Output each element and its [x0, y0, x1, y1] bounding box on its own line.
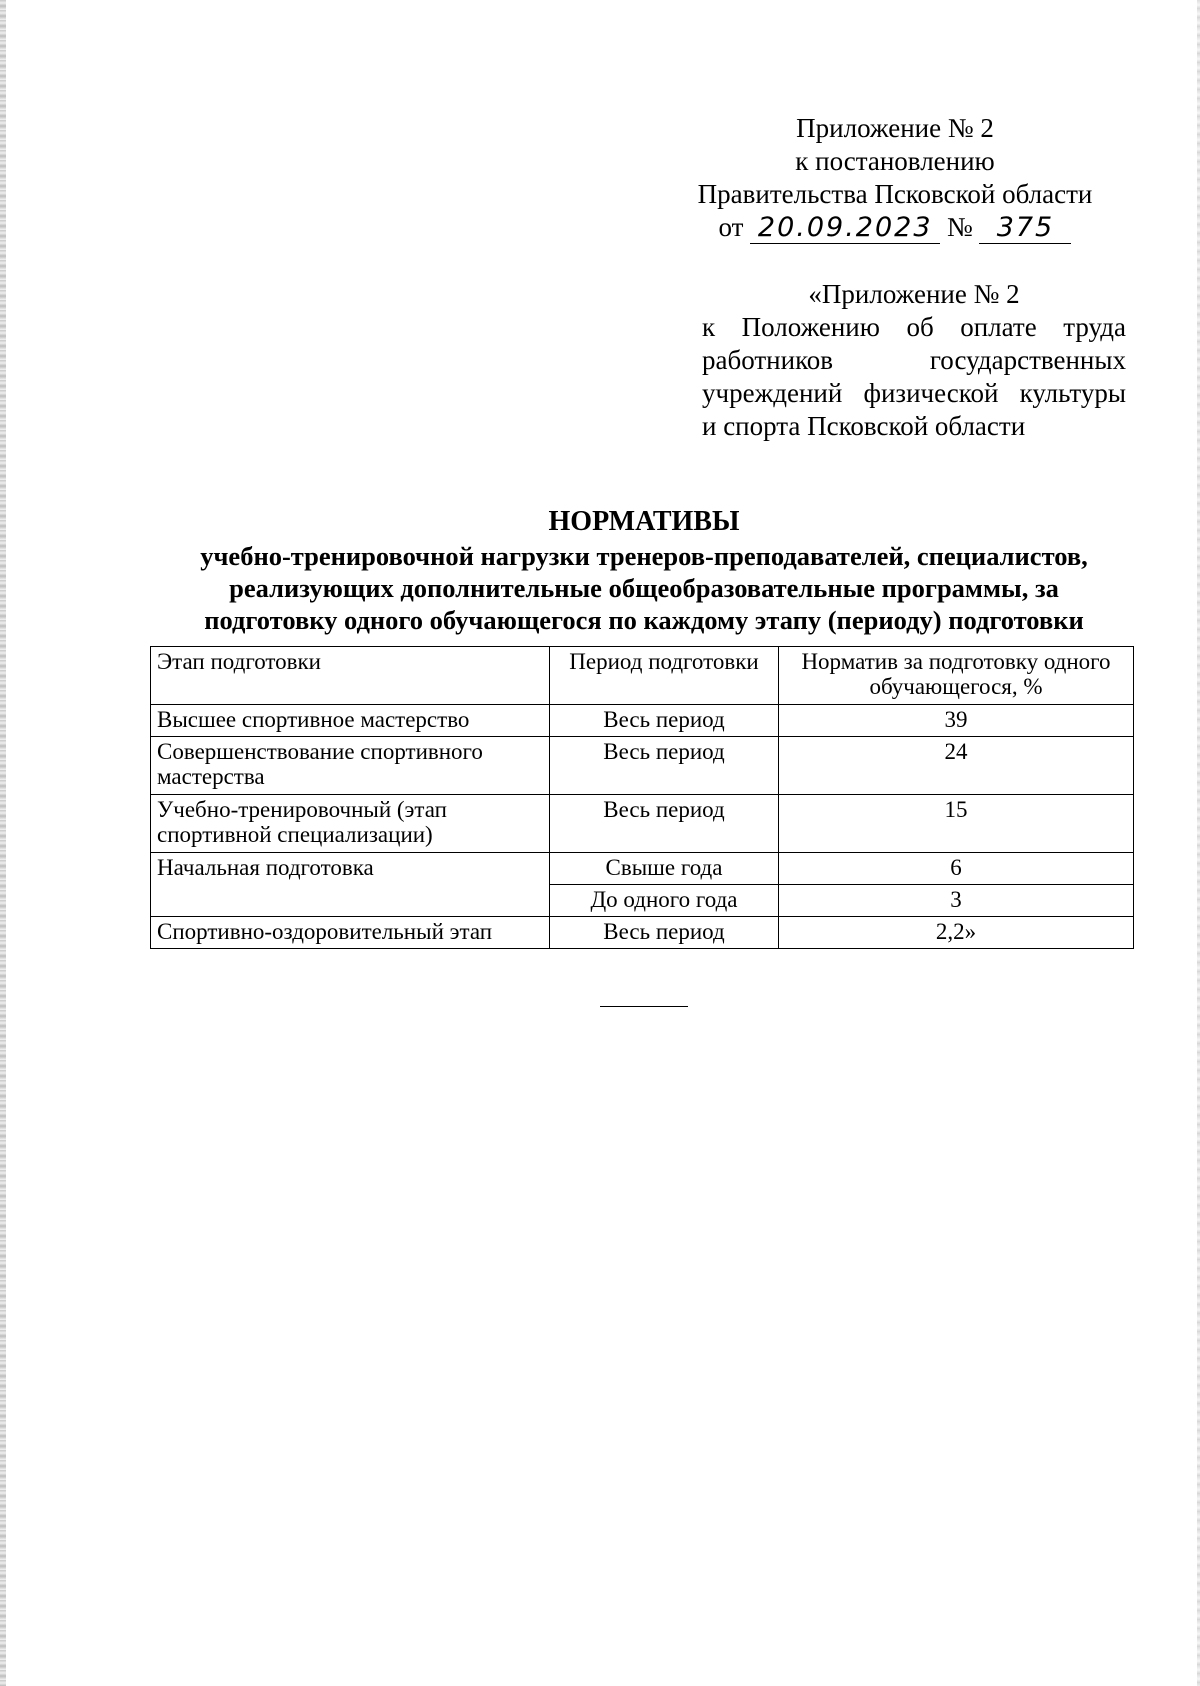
cell-period: Свыше года [550, 853, 779, 885]
handwritten-number: 375 [979, 213, 1071, 244]
approval-line-3: Правительства Псковской области [697, 179, 1093, 209]
table-header-row [151, 647, 1134, 705]
handwritten-date: 20.09.2023 [750, 213, 940, 244]
cell-period: Весь период [550, 795, 779, 853]
annex-line-3: работников государственных [702, 345, 1126, 375]
cell-norm: 15 [779, 795, 1134, 853]
cell-stage: Начальная подготовка [151, 853, 550, 917]
cell-period: До одного года [550, 885, 779, 917]
annex-line-1: «Приложение № 2 [808, 279, 1020, 309]
annex-line-5: и спорта Псковской области [702, 411, 1026, 441]
cell-norm: 39 [779, 705, 1134, 737]
title-line-2: реализующих дополнительные общеобразовательные программы, за [229, 573, 1059, 603]
table-row [151, 795, 1134, 853]
approval-line-2: к постановлению [795, 146, 995, 176]
closing-divider [600, 1006, 688, 1007]
annex-line-4: учреждений физической культуры [702, 378, 1126, 408]
annex-block [702, 278, 1126, 443]
cell-stage: Совершенствование спортивного мастерства [151, 737, 550, 795]
title-line-1: учебно-тренировочной нагрузки тренеров-преподавателей, специалистов, [200, 541, 1088, 571]
title-main: НОРМАТИВЫ [548, 506, 740, 537]
cell-stage: Спортивно-оздоровительный этап [151, 917, 550, 949]
cell-period: Весь период [550, 737, 779, 795]
table-row [151, 853, 1134, 885]
approval-date-line [719, 211, 1072, 244]
norms-table [150, 646, 1134, 949]
cell-norm: 24 [779, 737, 1134, 795]
cell-period: Весь период [550, 705, 779, 737]
header-period: Период подготовки [550, 647, 779, 705]
norms-table-wrapper [150, 646, 1134, 949]
cell-norm: 6 [779, 853, 1134, 885]
from-label: от [718, 212, 744, 242]
table-row [151, 737, 1134, 795]
approval-line-1: Приложение № 2 [796, 113, 994, 143]
approval-block [660, 112, 1130, 244]
header-stage: Этап подготовки [151, 647, 550, 705]
title-line-3: подготовку одного обучающегося по каждому этапу (периоду) подготовки [204, 605, 1084, 635]
cell-stage: Высшее спортивное мастерство [151, 705, 550, 737]
document-title [150, 504, 1138, 636]
cell-norm: 2,2» [779, 917, 1134, 949]
table-row [151, 917, 1134, 949]
header-norm: Норматив за подготовку одного обучающегося, % [779, 647, 1134, 705]
number-label: № [946, 212, 973, 242]
cell-stage: Учебно-тренировочный (этап спортивной специализации) [151, 795, 550, 853]
annex-line-2: к Положению об оплате труда [702, 312, 1126, 342]
scan-edge-left [0, 0, 6, 1686]
cell-norm: 3 [779, 885, 1134, 917]
table-row [151, 705, 1134, 737]
cell-period: Весь период [550, 917, 779, 949]
